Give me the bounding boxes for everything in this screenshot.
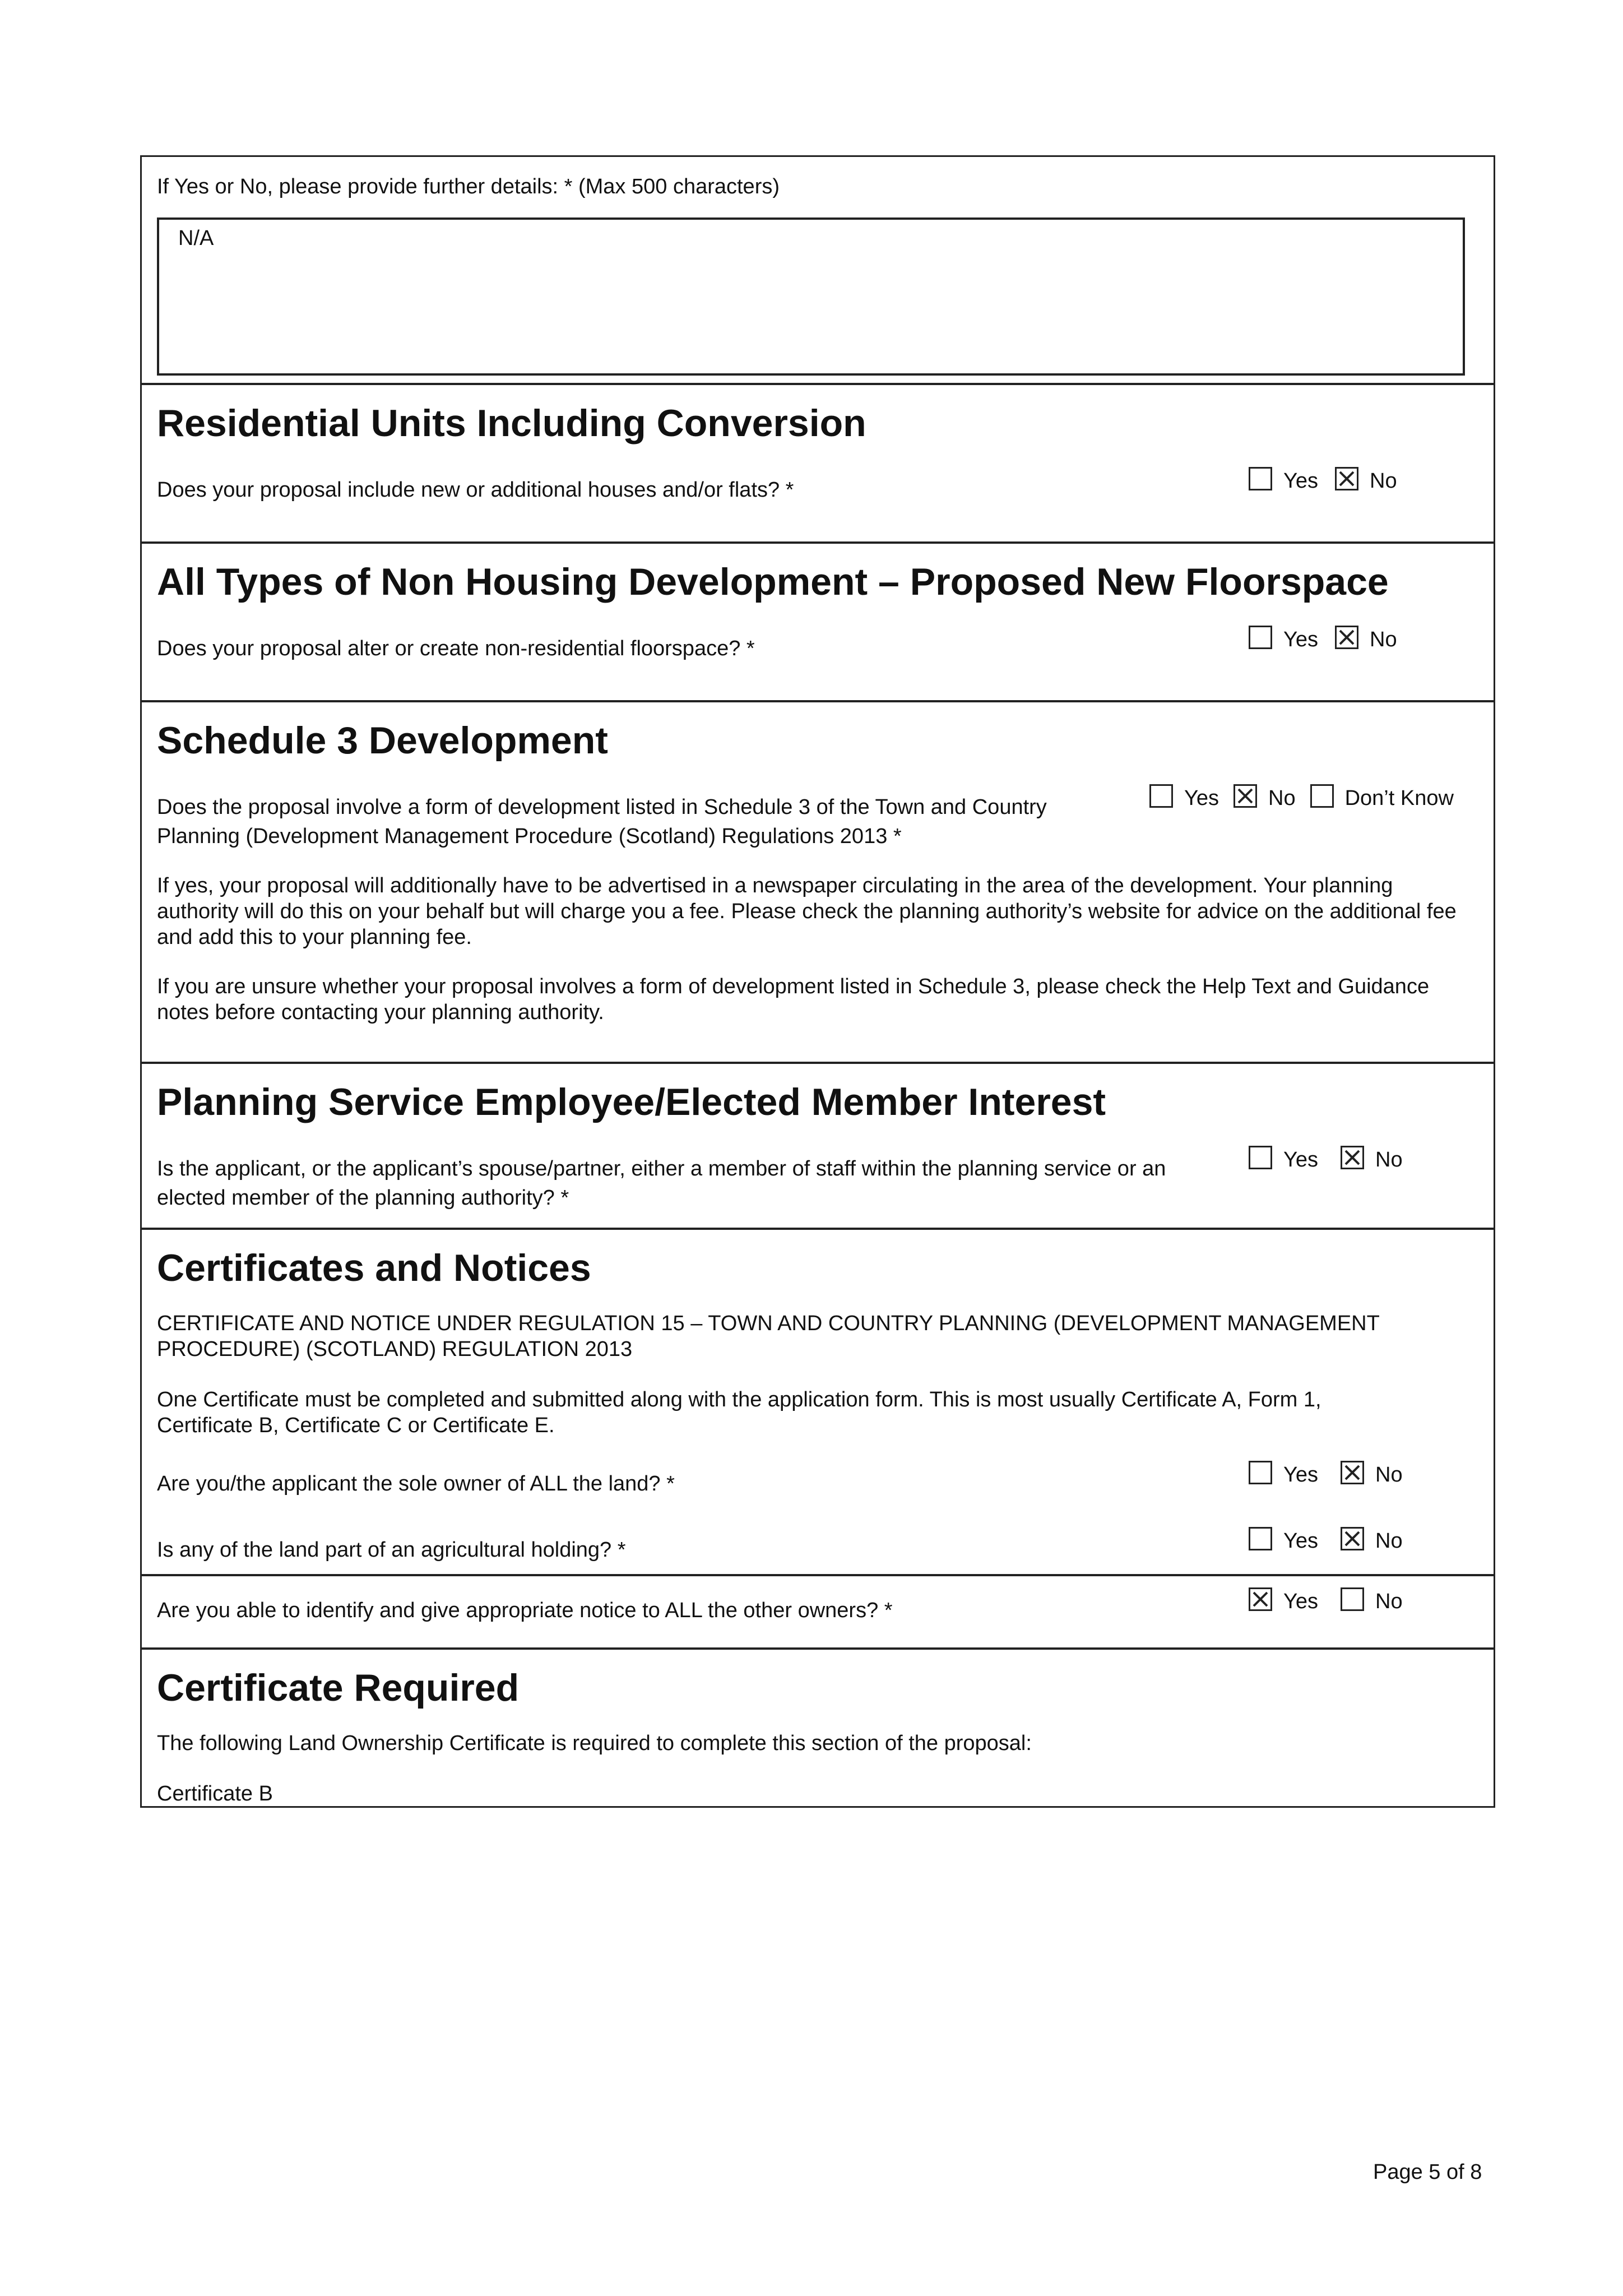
details-textarea[interactable] xyxy=(157,217,1465,376)
notice-owners-no-option[interactable] xyxy=(1341,1587,1403,1614)
non-housing-choice xyxy=(1249,626,1397,652)
schedule3-no-label: No xyxy=(1268,786,1296,810)
notice-owners-yes-label: Yes xyxy=(1283,1590,1318,1613)
non-housing-yes-option[interactable] xyxy=(1249,626,1335,652)
sole-owner-no-option[interactable] xyxy=(1341,1461,1403,1488)
employee-interest-question-line1: Is the applicant, or the applicant’s spouse/partner, either a member of staff within the planning service or an xyxy=(157,1157,1166,1181)
agricultural-choice xyxy=(1249,1527,1403,1554)
schedule3-yes-checkbox[interactable] xyxy=(1149,784,1173,808)
residential-section xyxy=(142,385,1494,544)
sole-owner-yes-option[interactable] xyxy=(1249,1461,1341,1488)
notice-owners-no-checkbox[interactable] xyxy=(1341,1587,1364,1611)
residential-choice xyxy=(1249,467,1397,494)
employee-yes-label: Yes xyxy=(1283,1148,1318,1172)
employee-interest-question-line2: elected member of the planning authority? * xyxy=(157,1186,569,1210)
residential-yes-option[interactable] xyxy=(1249,467,1335,494)
residential-yes-label: Yes xyxy=(1283,469,1318,493)
schedule3-question-line2: Planning (Development Management Procedure (Scotland) Regulations 2013 * xyxy=(157,825,902,848)
schedule3-no-checkbox[interactable] xyxy=(1234,784,1257,808)
non-housing-section xyxy=(142,544,1494,702)
sole-owner-no-checkbox[interactable] xyxy=(1341,1461,1364,1484)
residential-no-checkbox[interactable] xyxy=(1335,467,1358,490)
schedule3-dont-know-option[interactable] xyxy=(1310,784,1454,811)
non-housing-no-label: No xyxy=(1370,628,1397,651)
non-housing-yes-label: Yes xyxy=(1283,628,1318,651)
details-section xyxy=(142,157,1494,385)
agricultural-yes-option[interactable] xyxy=(1249,1527,1341,1554)
details-label: If Yes or No, please provide further details: * (Max 500 characters) xyxy=(157,175,780,198)
residential-question: Does your proposal include new or additional houses and/or flats? * xyxy=(157,478,794,502)
non-housing-no-checkbox[interactable] xyxy=(1335,626,1358,649)
schedule3-question-line1: Does the proposal involve a form of development listed in Schedule 3 of the Town and Country xyxy=(157,795,1047,819)
details-textarea-value: N/A xyxy=(178,226,214,250)
certificate-required-heading: Certificate Required xyxy=(157,1667,520,1709)
schedule3-heading: Schedule 3 Development xyxy=(157,719,608,762)
residential-yes-checkbox[interactable] xyxy=(1249,467,1272,490)
schedule3-no-option[interactable] xyxy=(1234,784,1310,811)
employee-no-option[interactable] xyxy=(1341,1146,1403,1173)
certificate-required-value: Certificate B xyxy=(157,1782,273,1806)
notice-owners-no-label: No xyxy=(1375,1590,1403,1613)
sole-owner-yes-checkbox[interactable] xyxy=(1249,1461,1272,1484)
employee-no-checkbox[interactable] xyxy=(1341,1146,1364,1169)
schedule3-choice xyxy=(1149,784,1454,811)
page-number: Page 5 of 8 xyxy=(1373,2160,1482,2184)
employee-yes-checkbox[interactable] xyxy=(1249,1146,1272,1169)
schedule3-note-unsure: If you are unsure whether your proposal involves a form of development listed in Schedule 3, please check the Help Text and Guidance notes before contacting your planning authority. xyxy=(157,975,1430,1024)
sole-owner-no-label: No xyxy=(1375,1463,1403,1487)
agricultural-yes-label: Yes xyxy=(1283,1529,1318,1553)
notice-owners-section xyxy=(142,1576,1494,1650)
schedule3-dont-know-label: Don’t Know xyxy=(1344,786,1454,810)
non-housing-yes-checkbox[interactable] xyxy=(1249,626,1272,649)
employee-yes-option[interactable] xyxy=(1249,1146,1341,1173)
application-form-frame xyxy=(140,155,1495,1808)
residential-no-option[interactable] xyxy=(1335,467,1397,494)
employee-interest-choice xyxy=(1249,1146,1403,1173)
agricultural-no-label: No xyxy=(1375,1529,1403,1553)
employee-interest-heading: Planning Service Employee/Elected Member Interest xyxy=(157,1081,1106,1123)
schedule3-yes-label: Yes xyxy=(1184,786,1219,810)
schedule3-dont-know-checkbox[interactable] xyxy=(1310,784,1334,808)
non-housing-question: Does your proposal alter or create non-residential floorspace? * xyxy=(157,637,755,660)
agricultural-question: Is any of the land part of an agricultural holding? * xyxy=(157,1538,626,1562)
notice-owners-choice xyxy=(1249,1587,1403,1614)
residential-no-label: No xyxy=(1370,469,1397,493)
employee-interest-section xyxy=(142,1064,1494,1230)
certificates-regulation: CERTIFICATE AND NOTICE UNDER REGULATION 15 – TOWN AND COUNTRY PLANNING (DEVELOPMENT MANAGEMENT PROCEDURE) (SCOTLAND) REGULATION 2013 xyxy=(157,1312,1380,1361)
notice-owners-yes-option[interactable] xyxy=(1249,1587,1341,1614)
agricultural-no-option[interactable] xyxy=(1341,1527,1403,1554)
certificate-required-text: The following Land Ownership Certificate is required to complete this section of the proposal: xyxy=(157,1732,1032,1755)
agricultural-no-checkbox[interactable] xyxy=(1341,1527,1364,1550)
notice-owners-question: Are you able to identify and give appropriate notice to ALL the other owners? * xyxy=(157,1599,893,1622)
schedule3-note-newspaper: If yes, your proposal will additionally have to be advertised in a newspaper circulating in the area of the development. Your planning authority will do this on your behalf but will charge you a fee. Please check the planning authority’s website for advice on the additional fee and add this to your planning fee. xyxy=(157,874,1457,949)
schedule3-yes-option[interactable] xyxy=(1149,784,1234,811)
residential-heading: Residential Units Including Conversion xyxy=(157,402,866,445)
sole-owner-yes-label: Yes xyxy=(1283,1463,1318,1487)
certificates-instruction: One Certificate must be completed and submitted along with the application form. This is most usually Certificate A, Form 1, Certificate B, Certificate C or Certificate E. xyxy=(157,1388,1321,1437)
sole-owner-choice xyxy=(1249,1461,1403,1488)
certificates-section xyxy=(142,1230,1494,1576)
sole-owner-question: Are you/the applicant the sole owner of ALL the land? * xyxy=(157,1472,675,1496)
non-housing-no-option[interactable] xyxy=(1335,626,1397,652)
certificate-required-section xyxy=(142,1650,1494,1809)
non-housing-heading: All Types of Non Housing Development – Proposed New Floorspace xyxy=(157,561,1389,603)
certificates-heading: Certificates and Notices xyxy=(157,1247,591,1289)
employee-no-label: No xyxy=(1375,1148,1403,1172)
agricultural-yes-checkbox[interactable] xyxy=(1249,1527,1272,1550)
notice-owners-yes-checkbox[interactable] xyxy=(1249,1587,1272,1611)
schedule3-section xyxy=(142,702,1494,1064)
